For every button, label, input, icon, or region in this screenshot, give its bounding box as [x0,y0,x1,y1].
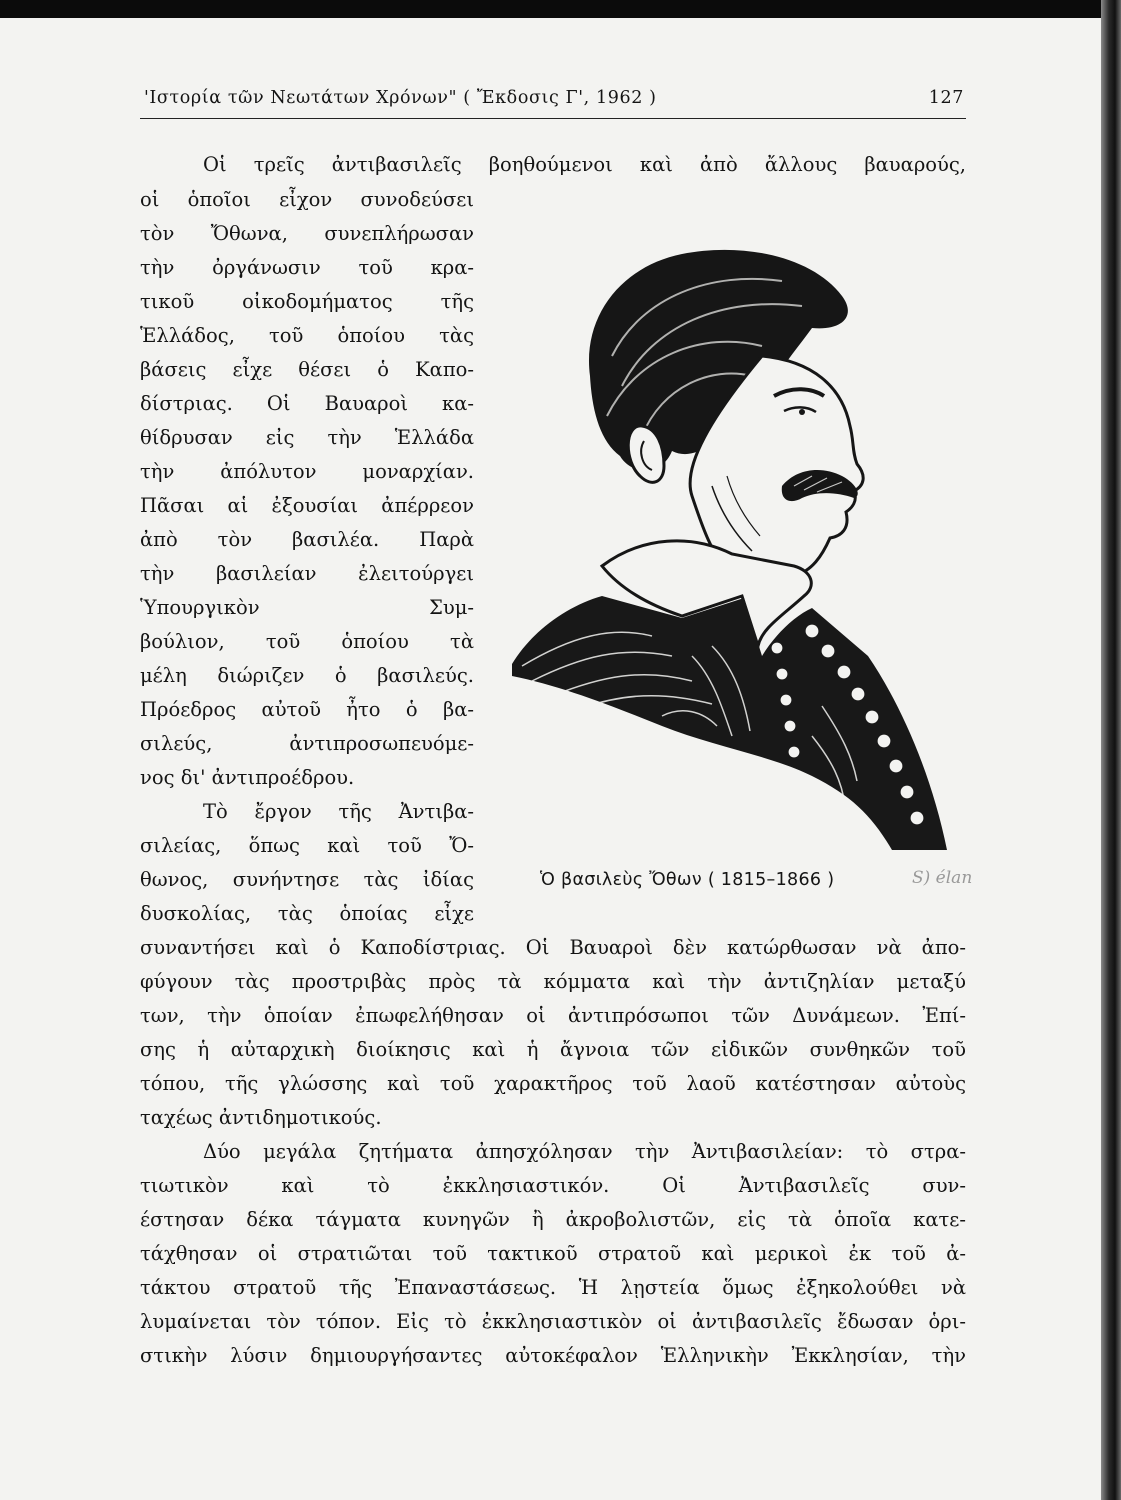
text-line: τὸν Ὄθωνα, συνεπλήρωσαν [140,222,474,245]
portrait-illustration [512,236,950,850]
text-line: Ὑπουργικὸν Συμ- [140,596,474,619]
text-line: οἱ ὁποῖοι εἶχον συνοδεύσει [140,188,474,211]
text-line: Ἑλλάδος, τοῦ ὁποίου τὰς [140,324,474,347]
running-header [140,84,966,119]
figure-caption: Ὁ βασιλεὺς Ὄθων ( 1815–1866 ) [540,870,835,890]
text-line: ἀπὸ τὸν βασιλέα. Παρὰ [140,528,474,551]
text-line: των, τὴν ὁποίαν ἐπωφελήθησαν οἱ ἀντιπρόσωποι τῶν Δυνάμεων. Ἐπί- [140,1004,966,1027]
text-line: ταχέως ἀντιδημοτικούς. [140,1106,382,1129]
text-line: Πρόεδρος αὐτοῦ ἦτο ὁ βα- [140,698,474,721]
text-line: βούλιον, τοῦ ὁποίου τὰ [140,630,474,653]
text-line: Δύο μεγάλα ζητήματα ἀπησχόλησαν τὴν Ἀντιβασιλείαν: τὸ στρα- [203,1140,966,1163]
text-line: δυσκολίας, τὰς ὁποίας εἶχε [140,902,474,925]
text-line: στικὴν λύσιν δημιουργήσαντες αὐτοκέφαλον Ἑλληνικὴν Ἐκκλησίαν, τὴν [140,1344,966,1367]
text-line: τὴν ὀργάνωσιν τοῦ κρα- [140,256,474,279]
page-number: 127 [928,88,964,108]
text-line: τάχθησαν οἱ στρατιῶται τοῦ τακτικοῦ στρατοῦ καὶ μερικοὶ ἐκ τοῦ ἀ- [140,1242,966,1265]
text-line: σιλείας, ὅπως καὶ τοῦ Ὄ- [140,834,474,857]
header-title: 'Ιστορία τῶν Νεωτάτων Χρόνων" ( Ἔκδοσις Γ', 1962 ) [144,88,657,108]
text-line: θίδρυσαν εἰς τὴν Ἑλλάδα [140,426,474,449]
text-line: τικοῦ οἰκοδομήματος τῆς [140,290,474,313]
text-line: Οἱ τρεῖς ἀντιβασιλεῖς βοηθούμενοι καὶ ἀπὸ ἄλλους βαυαρούς, [203,153,966,176]
text-line: σιλεύς, ἀντιπροσωπευόμε- [140,732,474,755]
text-line: βάσεις εἶχε θέσει ὁ Καπο- [140,358,474,381]
text-line: θωνος, συνήντησε τὰς ἰδίας [140,868,474,891]
scan-border-top [0,0,1121,18]
text-line: δίστριας. Οἱ Βαυαροὶ κα- [140,392,474,415]
text-line: μέλη διώριζεν ὁ βασιλεύς. [140,664,474,687]
handwritten-marginalia: S) élan [912,868,973,888]
text-line: έστησαν δέκα τάγματα κυνηγῶν ἢ ἀκροβολιστῶν, εἰς τὰ ὁποῖα κατε- [140,1208,966,1231]
text-line: συναντήσει καὶ ὁ Καποδίστριας. Οἱ Βαυαροὶ δὲν κατώρθωσαν νὰ ἀπο- [140,936,966,959]
text-line: λυμαίνεται τὸν τόπον. Εἰς τὸ ἐκκλησιαστικὸν οἱ ἀντιβασιλεῖς ἔδωσαν ὁρι- [140,1310,966,1333]
text-line: φύγουν τὰς προστριβὰς πρὸς τὰ κόμματα καὶ τὴν ἀντιζηλίαν μεταξύ [140,970,966,993]
text-line: τόπου, τῆς γλώσσης καὶ τοῦ χαρακτῆρος τοῦ λαοῦ κατέστησαν αὐτοὺς [140,1072,966,1095]
text-line: σης ἡ αὐταρχικὴ διοίκησις καὶ ἡ ἄγνοια τῶν εἰδικῶν συνθηκῶν τοῦ [140,1038,966,1061]
text-line: νος δι' ἀντιπροέδρου. [140,766,355,789]
text-line: τὴν ἀπόλυτον μοναρχίαν. [140,460,474,483]
text-line: Τὸ ἔργον τῆς Ἀντιβα- [203,800,474,823]
text-line: τὴν βασιλείαν ἐλειτούργει [140,562,474,585]
text-line: τάκτου στρατοῦ τῆς Ἐπαναστάσεως. Ἡ λῃστεία ὅμως ἐξηκολούθει νὰ [140,1276,966,1299]
text-line: Πᾶσαι αἱ ἐξουσίαι ἀπέρρεον [140,494,474,517]
text-line: τιωτικὸν καὶ τὸ ἐκκλησιαστικόν. Οἱ Ἀντιβασιλεῖς συν- [140,1174,966,1197]
scan-border-right [1101,0,1121,1500]
